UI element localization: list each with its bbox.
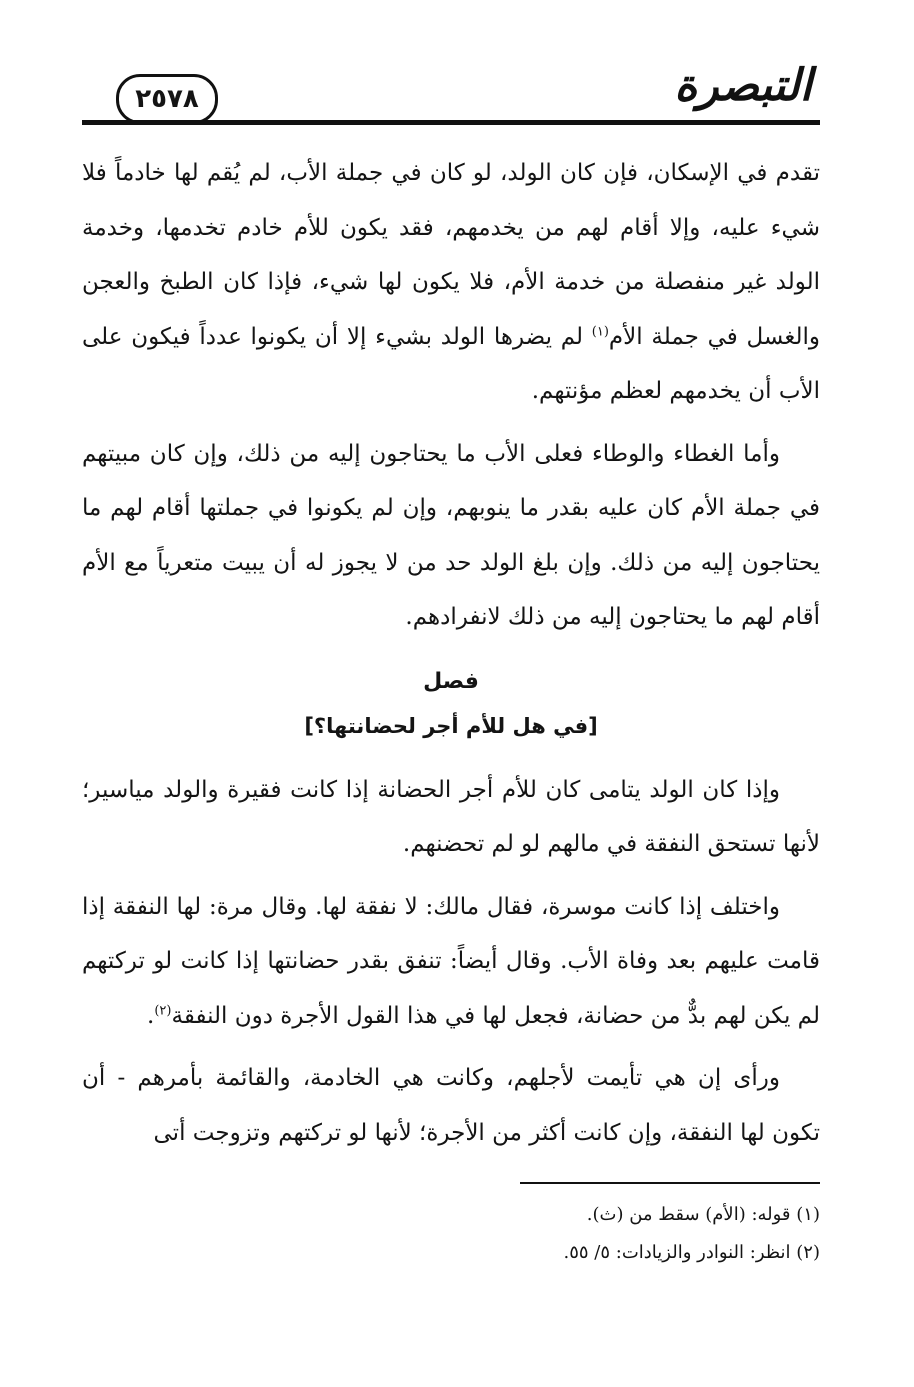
footnote-divider — [520, 1182, 820, 1184]
paragraph-text: تقدم في الإسكان، فإن كان الولد، لو كان في جملة الأب، لم يُقم لها خادماً فلا شيء عليه، وإلا أقام لهم من يخدمهم، فقد يكون للأم خادم تخدمها، وخدمة الولد غير منفصلة من خدمة الأم، فلا يكون لها شيء، فإذا كان الطبخ والعجن والغسل في جملة الأم — [82, 160, 820, 350]
section-subheading: [في هل للأم أجر لحضانتها؟] — [304, 713, 598, 738]
footnote: (١) قوله: (الأم) سقط من (ث). — [586, 1204, 820, 1225]
main-text — [82, 146, 820, 1160]
document-page — [82, 52, 820, 1352]
page-number: ٢٥٧٨ — [116, 74, 218, 124]
footnote: (٢) انظر: النوادر والزيادات: ٥/ ٥٥. — [563, 1242, 820, 1263]
paragraph: وإذا كان الولد يتامى كان للأم أجر الحضانة إذا كانت فقيرة والولد مياسير؛ لأنها تستحق النفقة في مالهم لو لم تحضنهم. — [82, 776, 820, 857]
footnote-ref: (٢) — [154, 1002, 172, 1018]
paragraph-text: . — [147, 1002, 155, 1029]
header-rule — [82, 120, 820, 125]
footnote-ref: (١) — [591, 323, 609, 339]
paragraph — [82, 880, 820, 1044]
paragraph-text: واختلف إذا كانت موسرة، فقال مالك: لا نفقة لها. وقال مرة: لها النفقة إذا قامت عليهم بعد وفاة الأب. وقال أيضاً: تنفق بقدر حضانتها إذا كانت لو تركتهم لم يكن لهم بدٌّ من حضانة، فجعل لها في هذا القول الأجرة دون النفقة — [82, 893, 820, 1029]
paragraph: ورأى إن هي تأيمت لأجلهم، وكانت هي الخادمة، والقائمة بأمرهم - أن تكون لها النفقة، وإن كانت أكثر من الأجرة؛ لأنها لو تركتهم وتزوجت أتى — [82, 1065, 820, 1146]
page-header — [82, 52, 820, 128]
book-title: التبصرة — [674, 60, 812, 111]
footnotes — [82, 1196, 820, 1272]
paragraph-text: لم يضرها الولد بشيء إلا أن يكونوا عدداً فيكون على الأب أن يخدمهم لعظم مؤنتهم. — [82, 323, 820, 404]
paragraph — [82, 146, 820, 419]
paragraph: وأما الغطاء والوطاء فعلى الأب ما يحتاجون إليه من ذلك، وإن كان مبيتهم في جملة الأم كان عليه بقدر ما ينوبهم، وإن لم يكونوا في جملتها أقام لهم ما يحتاجون إليه من ذلك. وإن بلغ الولد حد من لا يجوز له أن يبيت متعرياً مع الأم أقام لهم ما يحتاجون إليه من ذلك لانفرادهم. — [82, 440, 820, 630]
section-heading: فصل — [423, 668, 479, 694]
